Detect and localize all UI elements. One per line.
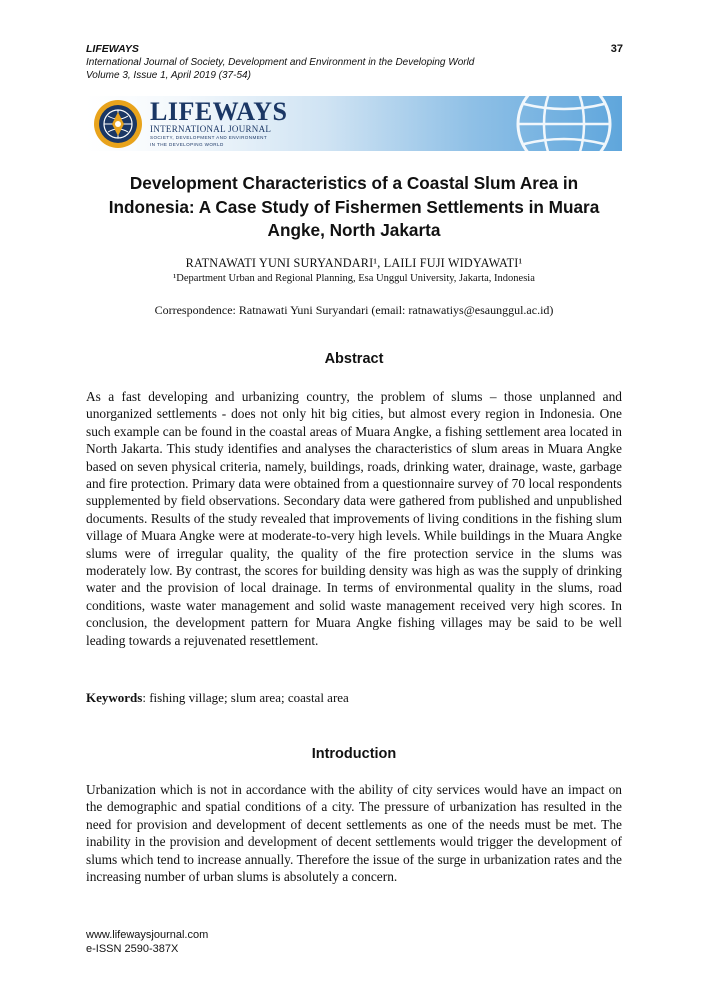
article-authors: RATNAWATI YUNI SURYANDARI¹, LAILI FUJI WIDYAWATI¹ [185,256,523,270]
logo-tagline-2: IN THE DEVELOPING WORLD [150,142,224,147]
abstract-text: As a fast developing and urbanizing country, the problem of slums – those unplanned and unorganized settlements - does not only hit big cities, but almost every region in Indonesia. One such example can be found in the coastal areas of Muara Angke, a fishing settlement area located in North Jakarta. This study identifies and analyses the characteristics of slum areas in Muara Angke based on seven physical criteria, namely, buildings, roads, drinking water, drainage, waste, garbage and fire protection. Primary data were obtained from a questionnaire survey of 70 local respondents supplemented by field observations. Secondary data were gathered from published and unpublished documents. Results of the study revealed that improvements of living conditions in the fishing slum village of Muara Angke were at moderate-to-very high levels. While buildings in the Muara Angke slums were of irregular quality, the quality of the fire protection service in the slums was moderately low. By contrast, the scores for building density was high as was the supply of drinking water and the provision of local drainage. In terms of environmental quality in the slums, road conditions, waste water management and solid waste management received very high scores. In conclusion, the development pattern for Muara Angke fishing villages may be said to be well leading towards a rejuvenated resettlement. [86,389,622,648]
logo-subtitle: INTERNATIONAL JOURNAL [150,124,272,134]
journal-banner [86,96,622,151]
article-title: Development Characteristics of a Coastal Slum Area in Indonesia: A Case Study of Fishermen Settlements in Muara Angke, North Jakarta [108,173,600,240]
journal-name: LIFEWAYS [86,43,139,55]
correspondence: Correspondence: Ratnawati Yuni Suryandari (email: ratnawatiys@esaunggul.ac.id) [154,303,554,317]
logo-tagline-1: SOCIETY, DEVELOPMENT AND ENVIRONMENT [150,135,268,140]
introduction-heading: Introduction [311,746,397,762]
footer-issn: e-ISSN 2590-387X [86,943,179,955]
keywords-text: : fishing village; slum area; coastal area [142,690,349,705]
introduction-text: Urbanization which is not in accordance with the ability of city services would have an impact on the demographic and spatial conditions of a city. The pressure of urbanization has resulted in the need for provision and development of decent settlements as one of the needs must be met. The inability in the provision and development of decent settlements would trigger the development of slums which tend to increase annually. Therefore the issue of the surge in urbanization rates and the increasing number of urban slums is absolutely a concern. [86,782,622,885]
author-affiliation: ¹Department Urban and Regional Planning, Esa Unggul University, Jakarta, Indonesia [173,273,535,284]
footer-website[interactable]: www.lifewaysjournal.com [86,929,209,941]
globe-icon [514,96,614,151]
journal-full-title: International Journal of Society, Development and Environment in the Developing World [86,57,475,68]
logo-wordmark: LIFEWAYS [150,97,288,126]
keywords [86,690,349,706]
lifeways-logo-icon [92,98,144,150]
abstract-heading: Abstract [324,351,384,367]
keywords-label: Keywords [86,690,143,705]
journal-volume: Volume 3, Issue 1, April 2019 (37-54) [86,70,251,81]
page-number: 37 [610,43,623,55]
